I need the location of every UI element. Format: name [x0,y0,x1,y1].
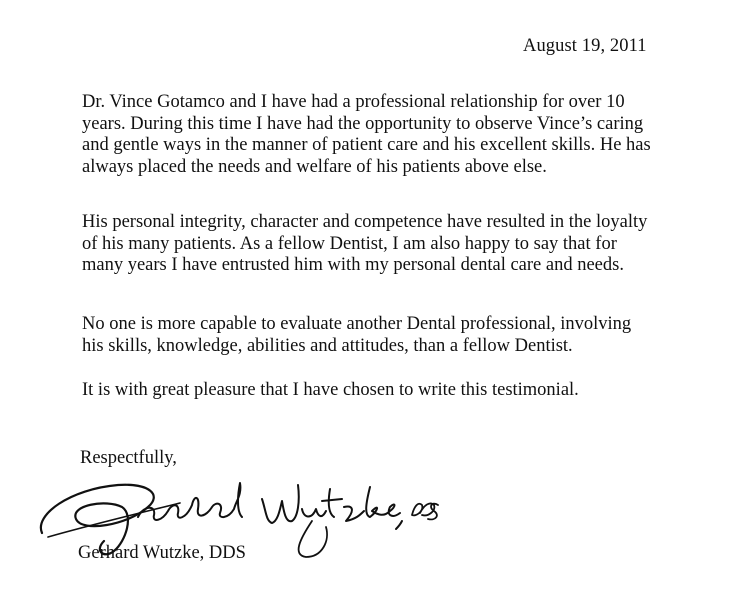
paragraph-line: It is with great pleasure that I have chosen to write this testimonial. [82,380,579,400]
paragraph-1 [82,92,722,178]
paragraph-4 [82,380,722,402]
paragraph-line: His personal integrity, character and competence have resulted in the loyalty [82,212,648,232]
paragraph-line: of his many patients. As a fellow Dentist, I am also happy to say that for [82,233,617,254]
paragraph-line: Dr. Vince Gotamco and I have had a professional relationship for over 10 [82,92,625,112]
paragraph-2 [82,212,722,277]
letter-date: August 19, 2011 [523,36,647,56]
paragraph-line: years. During this time I have had the opportunity to observe Vince’s caring [82,113,644,134]
signer-name: Gerhard Wutzke, DDS [78,543,246,563]
paragraph-line: and gentle ways in the manner of patient care and his excellent skills. He has [82,135,651,156]
paragraph-line: his skills, knowledge, abilities and attitudes, than a fellow Dentist. [82,335,573,356]
paragraph-line: No one is more capable to evaluate another Dental professional, involving [82,314,632,334]
paragraph-line: always placed the needs and welfare of his patients above else. [82,156,547,177]
paragraph-line: many years I have entrusted him with my personal dental care and needs. [82,255,624,276]
paragraph-3 [82,314,722,357]
closing-salutation: Respectfully, [80,448,177,468]
